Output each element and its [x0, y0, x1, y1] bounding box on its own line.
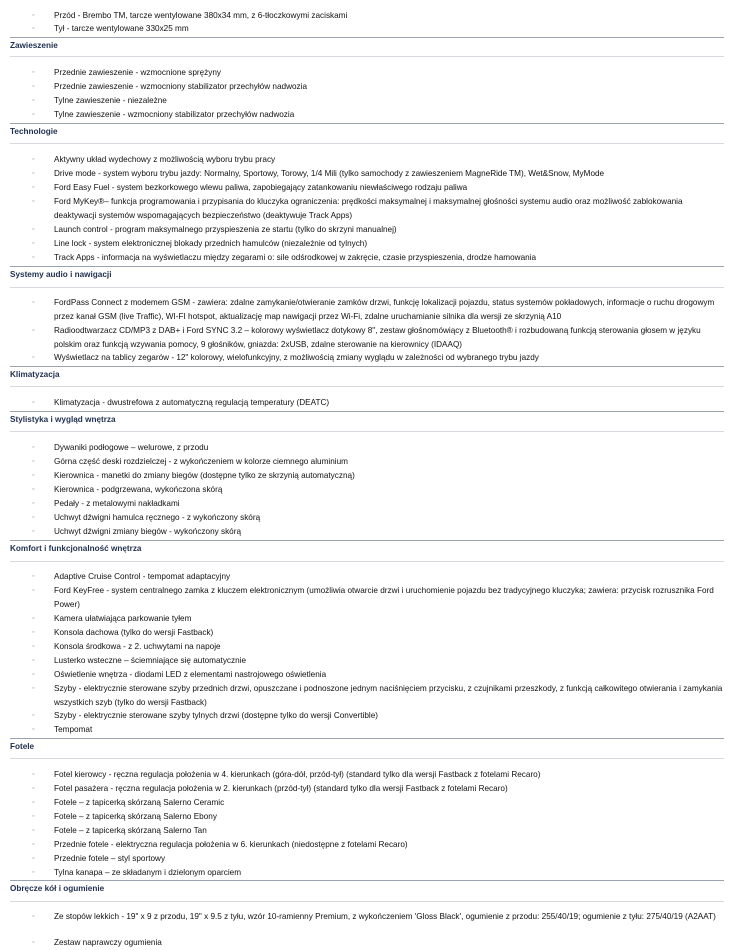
section-divider [10, 561, 724, 562]
list-item [32, 483, 724, 497]
item-text: Radioodtwarzacz CD/MP3 z DAB+ i Ford SYNC 3.2 – kolorowy wyświetlacz dotykowy 8", zestaw głośnomówiący z Bluetooth® i rozbudowaną funkcją sterowania głosem w języku polskim oraz funkcją wzywania pomocy, 9 głośników, gniazda: 2xUSB, zdalne sterowanie na kierownicy (IDAAQ) [54, 326, 701, 349]
list-item [32, 936, 724, 950]
bullet-icon: ◦ [32, 254, 35, 261]
bullet-icon: ◦ [32, 643, 35, 650]
section-header-obrecze: Obręcze kół i ogumienie [10, 884, 105, 893]
item-text: Szyby - elektrycznie sterowane szyby przednich drzwi, opuszczane i podnoszone jednym naciśnięciem przycisku, z czujnikami przeszkody, z funkcją całkowitego otwierania i zamykania wszystkich szyb (tylko do wersji Fastback) [54, 684, 723, 707]
item-text: Line lock - system elektronicznej blokady przednich hamulców (niezależnie od tylnych) [54, 239, 368, 248]
list-item [32, 181, 724, 195]
bullet-icon: ◦ [32, 12, 35, 19]
list-item [32, 396, 724, 410]
section-divider [10, 287, 724, 288]
bullet-icon: ◦ [32, 615, 35, 622]
section-divider [10, 143, 724, 144]
item-text: Tylne zawieszenie - niezależne [54, 96, 167, 105]
item-text: Uchwyt dźwigni hamulca ręcznego - z wykończony skórą [54, 513, 261, 522]
list-item [32, 584, 724, 612]
section-header-zawieszenie: Zawieszenie [10, 41, 58, 50]
list-item [32, 824, 724, 838]
item-text: Pedały - z metalowymi nakładkami [54, 499, 180, 508]
item-text: Tylna kanapa – ze składanym i dzielonym oparciem [54, 868, 242, 877]
bullet-icon: ◦ [32, 458, 35, 465]
list-item [32, 167, 724, 181]
item-text: Kamera ułatwiająca parkowanie tyłem [54, 614, 192, 623]
list-item [32, 324, 724, 352]
list-item [32, 251, 724, 265]
list-item [32, 910, 724, 924]
item-text: Aktywny układ wydechowy z możliwością wyboru trybu pracy [54, 155, 276, 164]
item-text: Uchwyt dźwigni zmiany biegów - wykończony skórą [54, 527, 242, 536]
list-item [32, 497, 724, 511]
item-text: Launch control - program maksymalnego przyspieszenia ze startu (tylko do skrzyni manualnej) [54, 225, 397, 234]
bullet-icon: ◦ [32, 855, 35, 862]
list-item [32, 237, 724, 251]
list-item [32, 296, 724, 324]
section-header-komfort: Komfort i funkcjonalność wnętrza [10, 544, 142, 553]
section-header-stylistyka: Stylistyka i wygląd wnętrza [10, 415, 116, 424]
bullet-icon: ◦ [32, 913, 35, 920]
bullet-icon: ◦ [32, 170, 35, 177]
list-item [32, 838, 724, 852]
section-divider [10, 880, 724, 881]
item-text: Zestaw naprawczy ogumienia [54, 938, 162, 947]
bullet-icon: ◦ [32, 472, 35, 479]
item-text: Kierownica - manetki do zmiany biegów (dostępne tylko ze skrzynią automatyczną) [54, 471, 355, 480]
bullet-icon: ◦ [32, 83, 35, 90]
item-text: Szyby - elektrycznie sterowane szyby tylnych drzwi (dostępne tylko do wersji Convertible) [54, 711, 378, 720]
list-item [32, 511, 724, 525]
bullet-icon: ◦ [32, 827, 35, 834]
bullet-icon: ◦ [32, 587, 35, 594]
list-item [32, 570, 724, 584]
section-divider [10, 540, 724, 541]
item-text: Przednie fotele – styl sportowy [54, 854, 166, 863]
item-text: Przednie zawieszenie - wzmocniony stabilizator przechyłów nadwozia [54, 82, 308, 91]
bullet-icon: ◦ [32, 111, 35, 118]
list-item [32, 94, 724, 108]
section-divider [10, 56, 724, 57]
section-divider [10, 266, 724, 267]
item-text: Przednie zawieszenie - wzmocnione sprężyny [54, 68, 222, 77]
list-item [32, 852, 724, 866]
bullet-icon: ◦ [32, 514, 35, 521]
item-text: Dywaniki podłogowe – welurowe, z przodu [54, 443, 209, 452]
bullet-icon: ◦ [32, 939, 35, 946]
bullet-icon: ◦ [32, 726, 35, 733]
bullet-icon: ◦ [32, 399, 35, 406]
item-text: Track Apps - informacja na wyświetlaczu między zegarami o: sile odśrodkowej w zakręcie, czasie przyspieszenia, drodze hamowania [54, 253, 537, 262]
bullet-icon: ◦ [32, 226, 35, 233]
section-header-audio: Systemy audio i nawigacji [10, 270, 112, 279]
item-text: Ford MyKey®– funkcja programowania i przypisania do kluczyka ograniczenia: prędkości maksymalnej i maksymalnej głośności systemu audio oraz możliwość zablokowania deaktywacji systemów wspomagających bezpieczeństwo (deaktywuje Track Apps) [54, 197, 683, 220]
item-text: Tempomat [54, 725, 93, 734]
item-text: Ford Easy Fuel - system bezkorkowego wlewu paliwa, zapobiegający zatankowaniu niewłaściwego rodzaju paliwa [54, 183, 468, 192]
list-item [32, 782, 724, 796]
list-item [32, 223, 724, 237]
bullet-icon: ◦ [32, 841, 35, 848]
item-text: Kierownica - podgrzewana, wykończona skórą [54, 485, 223, 494]
list-item [32, 455, 724, 469]
section-divider [10, 758, 724, 759]
bullet-icon: ◦ [32, 25, 35, 32]
list-item [32, 80, 724, 94]
list-item [32, 682, 724, 710]
item-text: Adaptive Cruise Control - tempomat adaptacyjny [54, 572, 231, 581]
list-item [32, 195, 724, 223]
item-text: Przód - Brembo TM, tarcze wentylowane 380x34 mm, z 6-tłoczkowymi zaciskami [54, 11, 348, 20]
bullet-icon: ◦ [32, 712, 35, 719]
item-text: Fotele – z tapicerką skórzaną Salerno Ceramic [54, 798, 225, 807]
list-item [32, 654, 724, 668]
item-text: Konsola środkowa - z 2. uchwytami na napoje [54, 642, 221, 651]
item-text: Lusterko wsteczne – ściemniające się automatycznie [54, 656, 247, 665]
bullet-icon: ◦ [32, 671, 35, 678]
bullet-icon: ◦ [32, 198, 35, 205]
section-divider [10, 901, 724, 902]
section-divider [10, 366, 724, 367]
section-divider [10, 431, 724, 432]
list-item [32, 768, 724, 782]
section-divider [10, 386, 724, 387]
item-text: Fotel pasażera - ręczna regulacja położenia w 2. kierunkach (przód-tył) (standard tylko dla wersji Fastback z fotelami Recaro) [54, 784, 508, 793]
list-item [32, 723, 724, 737]
section-divider [10, 37, 724, 38]
list-item [32, 525, 724, 539]
bullet-icon: ◦ [32, 813, 35, 820]
item-text: Klimatyzacja - dwustrefowa z automatyczną regulacją temperatury (DEATC) [54, 398, 330, 407]
section-header-fotele: Fotele [10, 742, 35, 751]
section-divider [10, 123, 724, 124]
bullet-icon: ◦ [32, 771, 35, 778]
bullet-icon: ◦ [32, 299, 35, 306]
list-item [32, 153, 724, 167]
list-item [32, 626, 724, 640]
bullet-icon: ◦ [32, 657, 35, 664]
list-item [32, 351, 724, 365]
list-item [32, 108, 724, 122]
bullet-icon: ◦ [32, 629, 35, 636]
item-text: Ford KeyFree - system centralnego zamka z kluczem elektronicznym (umożliwia otwarcie drzwi i uruchomienie pojazdu bez tradycyjnego kluczyka; zawiera: przycisk rozrusznika Ford Power) [54, 586, 714, 609]
bullet-icon: ◦ [32, 184, 35, 191]
list-item [32, 796, 724, 810]
bullet-icon: ◦ [32, 785, 35, 792]
bullet-icon: ◦ [32, 486, 35, 493]
item-text: Ze stopów lekkich - 19" x 9 z przodu, 19" x 9.5 z tyłu, wzór 10-ramienny Premium, z wykończeniem 'Gloss Black', ogumienie z przodu: 255/40/19; ogumienie z tyłu: 275/40/19 (A2AAT) [54, 912, 716, 921]
bullet-icon: ◦ [32, 799, 35, 806]
bullet-icon: ◦ [32, 327, 35, 334]
bullet-icon: ◦ [32, 869, 35, 876]
item-text: Konsola dachowa (tylko do wersji Fastback) [54, 628, 214, 637]
list-item [32, 810, 724, 824]
section-divider [10, 738, 724, 739]
section-header-klimatyzacja: Klimatyzacja [10, 370, 60, 379]
item-text: Fotele – z tapicerką skórzaną Salerno Ebony [54, 812, 217, 821]
list-item [32, 469, 724, 483]
list-item [32, 668, 724, 682]
bullet-icon: ◦ [32, 500, 35, 507]
bullet-icon: ◦ [32, 685, 35, 692]
item-text: Drive mode - system wyboru trybu jazdy: Normalny, Sportowy, Torowy, 1/4 Mili (tylko samochody z zawieszeniem MagneRide TM), Wet&Snow, MyMode [54, 169, 605, 178]
item-text: Przednie fotele - elektryczna regulacja położenia w 6. kierunkach (niedostępne z fotelami Recaro) [54, 840, 408, 849]
list-item [32, 709, 724, 723]
item-text: Tylne zawieszenie - wzmocniony stabilizator przechyłów nadwozia [54, 110, 295, 119]
item-text: Górna część deski rozdzielczej - z wykończeniem w kolorze ciemnego aluminium [54, 457, 348, 466]
bullet-icon: ◦ [32, 444, 35, 451]
bullet-icon: ◦ [32, 573, 35, 580]
bullet-icon: ◦ [32, 354, 35, 361]
bullet-icon: ◦ [32, 240, 35, 247]
list-item [32, 66, 724, 80]
bullet-icon: ◦ [32, 528, 35, 535]
section-divider [10, 411, 724, 412]
item-text: Wyświetlacz na tablicy zegarów - 12" kolorowy, wielofunkcyjny, z możliwością zmiany wyglądu w zależności od wybranego trybu jazdy [54, 353, 539, 362]
section-header-technologie: Technologie [10, 127, 58, 136]
list-item [32, 22, 724, 36]
item-text: Fotel kierowcy - ręczna regulacja położenia w 4. kierunkach (góra-dół, przód-tył) (standard tylko dla wersji Fastback z fotelami Recaro) [54, 770, 541, 779]
list-item [32, 612, 724, 626]
item-text: Oświetlenie wnętrza - diodami LED z elementami nastrojowego oświetlenia [54, 670, 327, 679]
bullet-icon: ◦ [32, 97, 35, 104]
bullet-icon: ◦ [32, 69, 35, 76]
list-item [32, 441, 724, 455]
bullet-icon: ◦ [32, 156, 35, 163]
item-text: Fotele – z tapicerką skórzaną Salerno Tan [54, 826, 207, 835]
item-text: FordPass Connect z modemem GSM - zawiera: zdalne zamykanie/otwieranie zamków drzwi, funkcję lokalizacji pojazdu, status systemów pokładowych, informacje o ruchu drogowym przez kanał GSM (live Traffic), WI-FI hotspot, aktualizację map nawigacji przez Wi-Fi, zdalne uruchamianie silnika dla wersji ze skrzynią A10 [54, 298, 715, 321]
list-item [32, 640, 724, 654]
list-item [32, 866, 724, 880]
list-item [32, 9, 724, 23]
item-text: Tył - tarcze wentylowane 330x25 mm [54, 24, 189, 33]
